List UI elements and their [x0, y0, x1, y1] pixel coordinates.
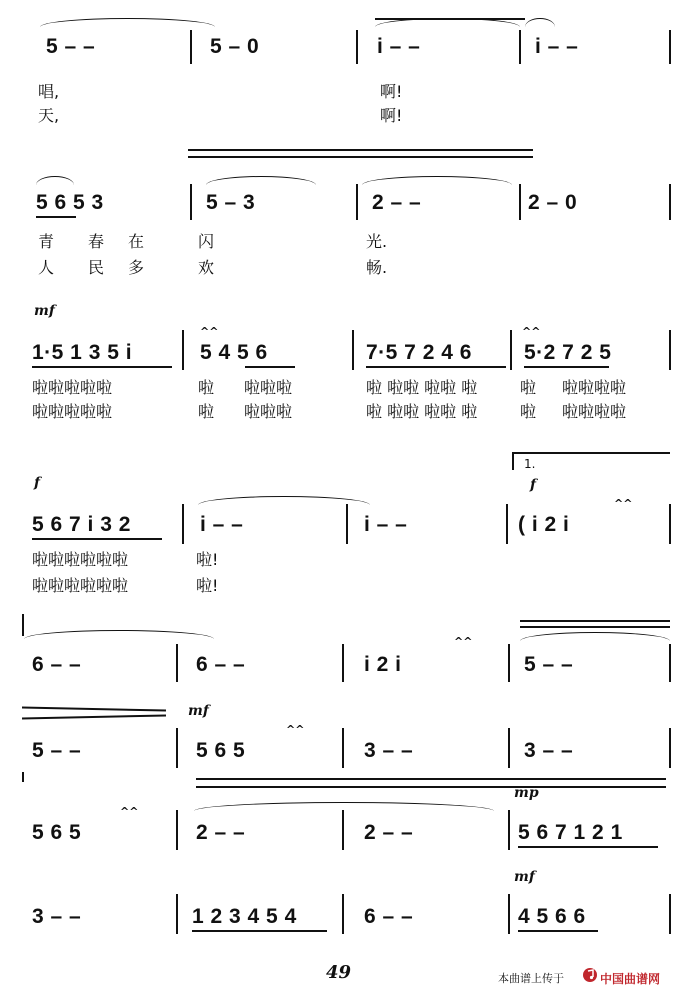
- lyric-2: 啦: [520, 402, 537, 421]
- lyric-2: 啦啦啦: [244, 402, 293, 421]
- measure-4-notes: 3 – –: [524, 739, 574, 762]
- accent-mark: ^^: [286, 723, 305, 736]
- measure-1-notes: 3 – –: [32, 905, 82, 928]
- lyric-1: 啦!: [196, 550, 219, 569]
- tie-arc: [362, 176, 512, 185]
- bar-line: [182, 504, 184, 544]
- lyric-2: 啦!: [196, 576, 219, 595]
- measure-3-notes: 6 – –: [364, 905, 414, 928]
- dynamic-marking: mf: [188, 703, 209, 719]
- lyric-1: 春: [88, 232, 105, 251]
- tie-arc: [520, 632, 670, 641]
- bar-line: [508, 894, 510, 934]
- volta-number: 1.: [524, 457, 536, 471]
- measure-3-notes: i 2 i: [364, 653, 402, 676]
- bar-line: [356, 184, 358, 220]
- underline-beam: [32, 538, 162, 540]
- lyric-2: 畅.: [366, 258, 388, 277]
- lyric-2: 人: [38, 258, 55, 277]
- measure-4-notes: 5·2 7 2 5: [524, 341, 612, 364]
- measure-2-notes: 5 4 5 6: [200, 341, 268, 364]
- lyric-2: 啦啦啦啦啦啦: [32, 576, 129, 595]
- measure-1-notes: 5 – –: [46, 35, 96, 58]
- measure-2-notes: i – –: [200, 513, 244, 536]
- measure-2-notes: 5 6 5: [196, 739, 246, 762]
- accent-mark: ^^: [454, 635, 473, 648]
- lyric-1: 啊!: [380, 82, 403, 101]
- measure-3-notes: 2 – –: [372, 191, 422, 214]
- measure-1-notes: 1·5 1 3 5 i: [32, 341, 133, 364]
- measure-1-notes: 5 6 7 i 3 2: [32, 513, 131, 536]
- measure-2-notes: 1 2 3 4 5 4: [192, 905, 297, 928]
- measure-4-notes: 5 – –: [524, 653, 574, 676]
- tie-arc: [194, 802, 494, 811]
- bar-line: [176, 728, 178, 768]
- page-number: 49: [326, 962, 352, 983]
- site-logo-text[interactable]: 中国曲谱网: [600, 972, 661, 986]
- bar-line: [190, 184, 192, 220]
- measure-4-notes: i – –: [535, 35, 579, 58]
- lyric-1: 啦 啦啦 啦啦 啦: [366, 378, 478, 397]
- tie-arc: [206, 176, 316, 185]
- measure-3-notes: 2 – –: [364, 821, 414, 844]
- underline-beam: [192, 930, 327, 932]
- bar-line: [342, 894, 344, 934]
- lyric-1: 在: [128, 232, 145, 251]
- lyric-2: 啦啦啦啦: [562, 402, 627, 421]
- lyric-1: 青: [38, 232, 55, 251]
- measure-1-notes: 5 6 5 3: [36, 191, 104, 214]
- lyric-1: 啦啦啦: [244, 378, 293, 397]
- bar-line: [669, 644, 671, 682]
- bar-line: [669, 504, 671, 544]
- bar-line: [669, 728, 671, 768]
- tie-arc: [40, 18, 215, 27]
- bar-line: [342, 810, 344, 850]
- dynamic-marking: mp: [514, 785, 539, 801]
- lyric-1: 光.: [366, 232, 388, 251]
- accent-mark: ^^: [522, 325, 541, 338]
- lyric-1: 唱,: [38, 82, 60, 101]
- hairpin-line: [196, 778, 666, 780]
- measure-1-notes: 5 6 5: [32, 821, 82, 844]
- hairpin-line: [196, 786, 666, 788]
- hairpin-line: [188, 156, 533, 158]
- dynamic-marking: mf: [34, 303, 55, 319]
- volta-bracket: [512, 452, 670, 454]
- measure-3-notes: i – –: [377, 35, 421, 58]
- measure-2-notes: 5 – 3: [206, 191, 256, 214]
- lyric-1: 啦: [520, 378, 537, 397]
- accent-mark: ^^: [200, 325, 219, 338]
- underline-beam: [32, 366, 172, 368]
- accent-mark: ^^: [120, 805, 139, 818]
- hairpin-line: [188, 149, 533, 151]
- bar-line: [190, 30, 192, 64]
- underline-beam: [518, 846, 658, 848]
- dynamic-marking: f: [530, 477, 537, 493]
- lyric-2: 啊!: [380, 106, 403, 125]
- measure-1-notes: 6 – –: [32, 653, 82, 676]
- tie-continuation: [22, 614, 24, 636]
- accent-mark: ^^: [614, 497, 633, 510]
- measure-4-notes: 5 6 7 1 2 1: [518, 821, 623, 844]
- bar-line: [342, 644, 344, 682]
- bar-line: [669, 30, 671, 64]
- footer-text: 本曲谱上传于: [498, 972, 564, 985]
- measure-4-notes: 4 5 6 6: [518, 905, 586, 928]
- underline-beam: [36, 216, 76, 218]
- lyric-1: 啦啦啦啦啦啦: [32, 550, 129, 569]
- bar-line: [519, 184, 521, 220]
- bar-line: [669, 330, 671, 370]
- tie-arc: [525, 18, 555, 27]
- bar-line: [669, 184, 671, 220]
- bar-line: [342, 728, 344, 768]
- lyric-1: 啦啦啦啦啦: [32, 378, 113, 397]
- bar-line: [176, 894, 178, 934]
- bar-line: [182, 330, 184, 370]
- volta-bracket: [512, 452, 514, 470]
- bar-line: [346, 504, 348, 544]
- bar-line: [508, 644, 510, 682]
- measure-3-notes: 7·5 7 2 4 6: [366, 341, 472, 364]
- bar-line: [176, 644, 178, 682]
- bar-line: [669, 894, 671, 934]
- lyric-2: 欢: [198, 258, 215, 277]
- bar-line: [356, 30, 358, 64]
- hairpin-line: [520, 620, 670, 622]
- bar-line: [352, 330, 354, 370]
- hairpin-line: [520, 626, 670, 628]
- lyric-1: 啦: [198, 378, 215, 397]
- lyric-1: 闪: [198, 232, 215, 251]
- underline-beam: [524, 366, 609, 368]
- tie-arc: [198, 496, 370, 505]
- bar-line: [508, 728, 510, 768]
- measure-4-notes: ( i 2 i: [518, 513, 570, 536]
- slur-arc: [36, 176, 74, 185]
- tie-arc: [24, 630, 214, 639]
- measure-3-notes: i – –: [364, 513, 408, 536]
- lyric-1: 啦啦啦啦: [562, 378, 627, 397]
- lyric-2: 啦 啦啦 啦啦 啦: [366, 402, 478, 421]
- hairpin-line: [22, 706, 166, 711]
- music-logo-icon: [582, 967, 598, 983]
- lyric-2: 多: [128, 258, 145, 277]
- measure-2-notes: 6 – –: [196, 653, 246, 676]
- underline-beam: [366, 366, 506, 368]
- measure-1-notes: 5 – –: [32, 739, 82, 762]
- measure-2-notes: 2 – –: [196, 821, 246, 844]
- dynamic-marking: f: [34, 475, 41, 491]
- lyric-2: 啦啦啦啦啦: [32, 402, 113, 421]
- lyric-2: 啦: [198, 402, 215, 421]
- bar-line: [506, 504, 508, 544]
- bar-line: [519, 30, 521, 64]
- measure-3-notes: 3 – –: [364, 739, 414, 762]
- tie-continuation: [22, 772, 24, 782]
- lyric-2: 天,: [38, 106, 60, 125]
- lyric-2: 民: [88, 258, 105, 277]
- measure-2-notes: 5 – 0: [210, 35, 260, 58]
- dynamic-marking: mf: [514, 869, 535, 885]
- bar-line: [510, 330, 512, 370]
- bar-line: [508, 810, 510, 850]
- hairpin-line: [22, 714, 166, 719]
- underline-beam: [245, 366, 295, 368]
- bar-line: [176, 810, 178, 850]
- slur-line: [375, 18, 525, 20]
- underline-beam: [518, 930, 598, 932]
- measure-4-notes: 2 – 0: [528, 191, 578, 214]
